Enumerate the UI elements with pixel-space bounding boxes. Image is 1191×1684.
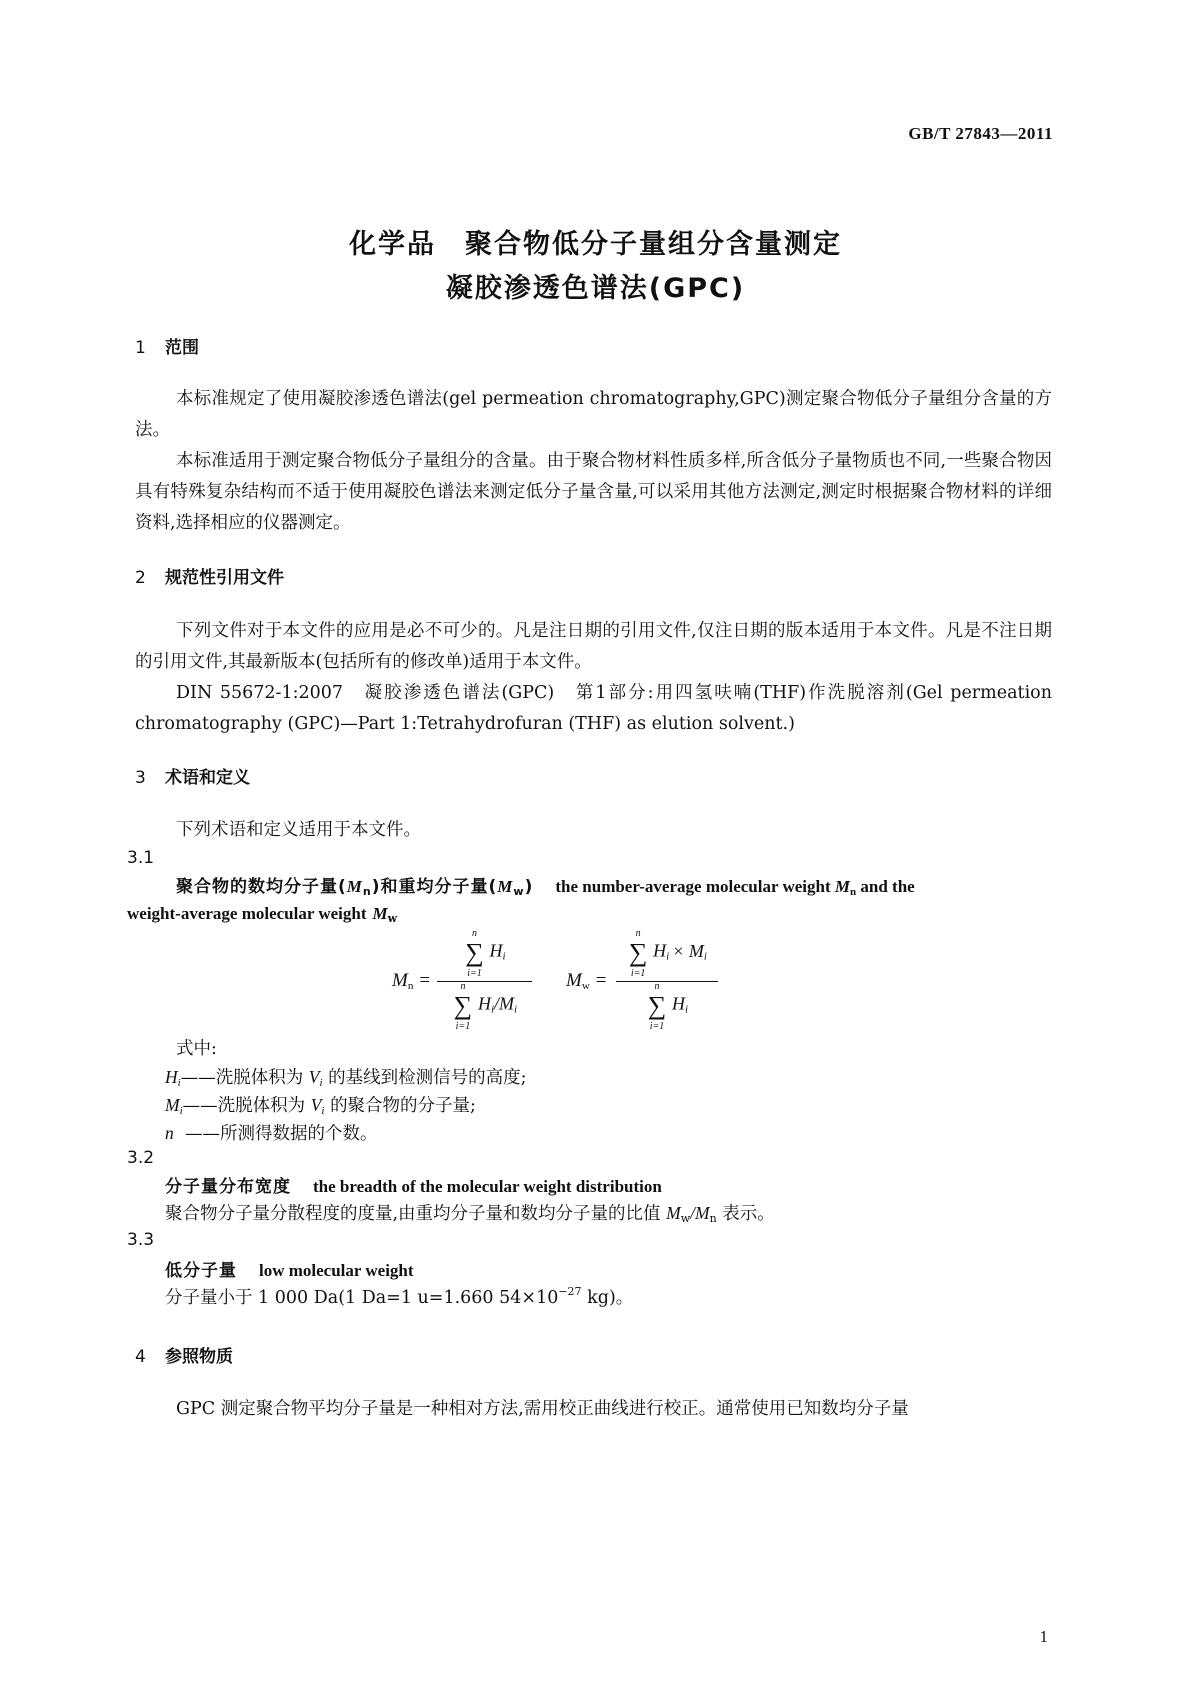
term-3-3	[165, 1257, 414, 1285]
symbol: H	[489, 940, 503, 961]
paragraph: 本标准适用于测定聚合物低分子量组分的含量。由于聚合物材料性质多样,所含低分子量物质也不同,一些聚合物因具有特殊复杂结构而不适于使用凝胶色谱法来测定低分子量含量,可以采用其他方法测定,测定时根据聚合物材料的详细资料,选择相应的仪器测定。	[135, 451, 1052, 533]
section-number: 4	[135, 1347, 146, 1367]
term-text: 聚合物的数均分子量(	[176, 877, 347, 897]
subscript: w	[680, 1212, 691, 1225]
term-text: )	[524, 877, 534, 897]
subscript: i	[319, 1077, 323, 1089]
section-title: 规范性引用文件	[165, 568, 284, 588]
subscript: n	[407, 980, 414, 992]
symbol: H	[165, 1067, 178, 1087]
section-number: 1	[135, 338, 146, 358]
section-number: 2	[135, 568, 146, 588]
numerator	[437, 928, 532, 979]
sum-upper: n	[654, 981, 660, 992]
symbol: /M	[494, 993, 514, 1014]
denominator	[437, 981, 532, 1032]
sum-lower: i=1	[649, 1021, 665, 1032]
dash: ——	[180, 1068, 216, 1088]
sum-lower: i=1	[630, 968, 646, 979]
term-number-3-2: 3.2	[127, 1148, 155, 1168]
symbol: M	[566, 970, 582, 991]
subscript: i	[684, 1003, 689, 1016]
section-heading-2	[135, 563, 284, 588]
numerator	[616, 928, 718, 979]
subscript: i	[177, 1077, 181, 1089]
section-title: 参照物质	[165, 1347, 233, 1367]
where-item-n	[165, 1119, 378, 1148]
section-title: 范围	[165, 338, 199, 358]
where-label: 式中:	[176, 1039, 217, 1059]
section-number: 3	[135, 768, 146, 788]
sum-symbol: n ∑ i=1	[465, 928, 484, 979]
term-text: and the	[860, 877, 915, 896]
page-number: 1	[1039, 1627, 1048, 1646]
description: 的聚合物的分子量;	[330, 1096, 476, 1116]
symbol: V	[310, 1095, 322, 1115]
section-title: 术语和定义	[165, 768, 250, 788]
term-3-2-definition	[165, 1200, 775, 1225]
section-heading-1	[135, 333, 199, 358]
symbol: /M	[690, 1203, 710, 1223]
fraction-mw	[616, 930, 718, 1048]
symbol: M	[666, 1203, 681, 1223]
term-en	[555, 877, 914, 896]
formula-mw-label	[566, 970, 607, 992]
subscript: i	[321, 1105, 325, 1117]
term-3-1-line2	[127, 900, 397, 933]
paragraph-reference: DIN 55672-1:2007 凝胶渗透色谱法(GPC) 第1部分:用四氢呋喃(THF)作洗脱溶剂(Gel permeation chromatography (GPC)—Part 1:Tetrahydrofuran (THF) as elution solvent.)	[135, 683, 1052, 734]
sum-symbol: n ∑ i=1	[628, 928, 648, 979]
document-title-line2: 凝胶渗透色谱法(GPC)	[445, 273, 746, 304]
symbol: M	[834, 877, 850, 896]
term-text: )和重均分子量(	[371, 877, 498, 897]
term-zh	[176, 877, 533, 897]
sum-symbol: n ∑ i=1	[647, 981, 667, 1032]
section-heading-4	[135, 1342, 233, 1367]
definition-text: 表示。	[722, 1204, 775, 1224]
subscript: i	[502, 950, 506, 963]
subscript: w	[387, 912, 398, 925]
symbol: H	[653, 940, 667, 961]
formula-mn-label	[392, 970, 430, 992]
standard-code: GB/T 27843—2011	[908, 124, 1053, 143]
section-1-body	[135, 384, 1052, 539]
fraction-mn	[437, 930, 532, 1048]
section-heading-3	[135, 763, 250, 788]
term-number-3-3: 3.3	[127, 1230, 155, 1250]
symbol: M	[346, 877, 363, 896]
subscript: w	[513, 885, 525, 898]
sum-symbol: n ∑ i=1	[453, 981, 473, 1032]
definition-text: 聚合物分子量分散程度的度量,由重均分子量和数均分子量的比值	[165, 1204, 661, 1224]
definition-text: 分子量小于 1 000 Da(1 Da=1 u=1.660 54×10	[165, 1288, 559, 1308]
symbol: × M	[672, 940, 704, 961]
subscript: i	[514, 1003, 518, 1016]
subscript: i	[703, 950, 707, 963]
subscript: n	[362, 885, 372, 898]
term-3-3-definition	[165, 1284, 633, 1309]
term-text: the number-average molecular weight	[555, 877, 831, 896]
subscript: i	[666, 950, 670, 963]
description: 洗脱体积为	[215, 1068, 304, 1088]
term-number-3-1: 3.1	[127, 848, 155, 868]
subscript: i	[179, 1105, 183, 1117]
description: 所测得数据的个数。	[220, 1124, 378, 1144]
paragraph: 本标准规定了使用凝胶渗透色谱法(gel permeation chromatography,GPC)测定聚合物低分子量组分含量的方法。	[135, 389, 1052, 440]
subscript: n	[850, 886, 857, 898]
sum-lower: i=1	[467, 968, 482, 979]
denominator	[616, 981, 718, 1032]
term-zh: 分子量分布宽度	[165, 1177, 291, 1197]
document-title-line1: 化学品 聚合物低分子量组分含量测定	[349, 229, 842, 260]
formula-mn-mw	[0, 930, 1191, 1048]
sum-lower: i=1	[455, 1021, 471, 1032]
symbol: H	[477, 993, 491, 1014]
subscript: i	[490, 1003, 494, 1016]
symbol: M	[497, 877, 514, 896]
terms-intro: 下列术语和定义适用于本文件。	[176, 820, 421, 840]
dash: ——	[185, 1124, 220, 1144]
symbol: M	[392, 970, 408, 991]
symbol: V	[308, 1067, 320, 1087]
definition-text: kg)。	[587, 1288, 634, 1308]
symbol: H	[671, 993, 685, 1014]
section-4-body	[135, 1394, 1052, 1425]
term-3-2	[165, 1173, 662, 1201]
term-zh: 低分子量	[165, 1261, 237, 1281]
symbol: n	[165, 1123, 174, 1143]
equals-sign: =	[595, 970, 607, 991]
sum-upper: n	[635, 928, 641, 939]
subscript: n	[709, 1212, 717, 1225]
sum-upper: n	[471, 928, 477, 939]
superscript: −27	[558, 1285, 582, 1298]
section-2-body	[135, 616, 1052, 740]
term-en: the breadth of the molecular weight distribution	[313, 1177, 662, 1196]
subscript: w	[581, 980, 590, 992]
symbol: M	[165, 1095, 180, 1115]
equals-sign: =	[419, 970, 431, 991]
symbol: M	[372, 904, 388, 923]
sum-upper: n	[460, 981, 466, 992]
description: 的基线到检测信号的高度;	[328, 1068, 527, 1088]
paragraph: GPC 测定聚合物平均分子量是一种相对方法,需用校正曲线进行校正。通常使用已知数均分子量	[176, 1399, 909, 1419]
paragraph: 下列文件对于本文件的应用是必不可少的。凡是注日期的引用文件,仅注日期的版本适用于本文件。凡是不注日期的引用文件,其最新版本(包括所有的修改单)适用于本文件。	[135, 621, 1052, 672]
term-en: low molecular weight	[259, 1261, 414, 1280]
description: 洗脱体积为	[217, 1096, 306, 1116]
dash: ——	[182, 1096, 218, 1116]
term-text: weight-average molecular weight	[127, 904, 367, 923]
